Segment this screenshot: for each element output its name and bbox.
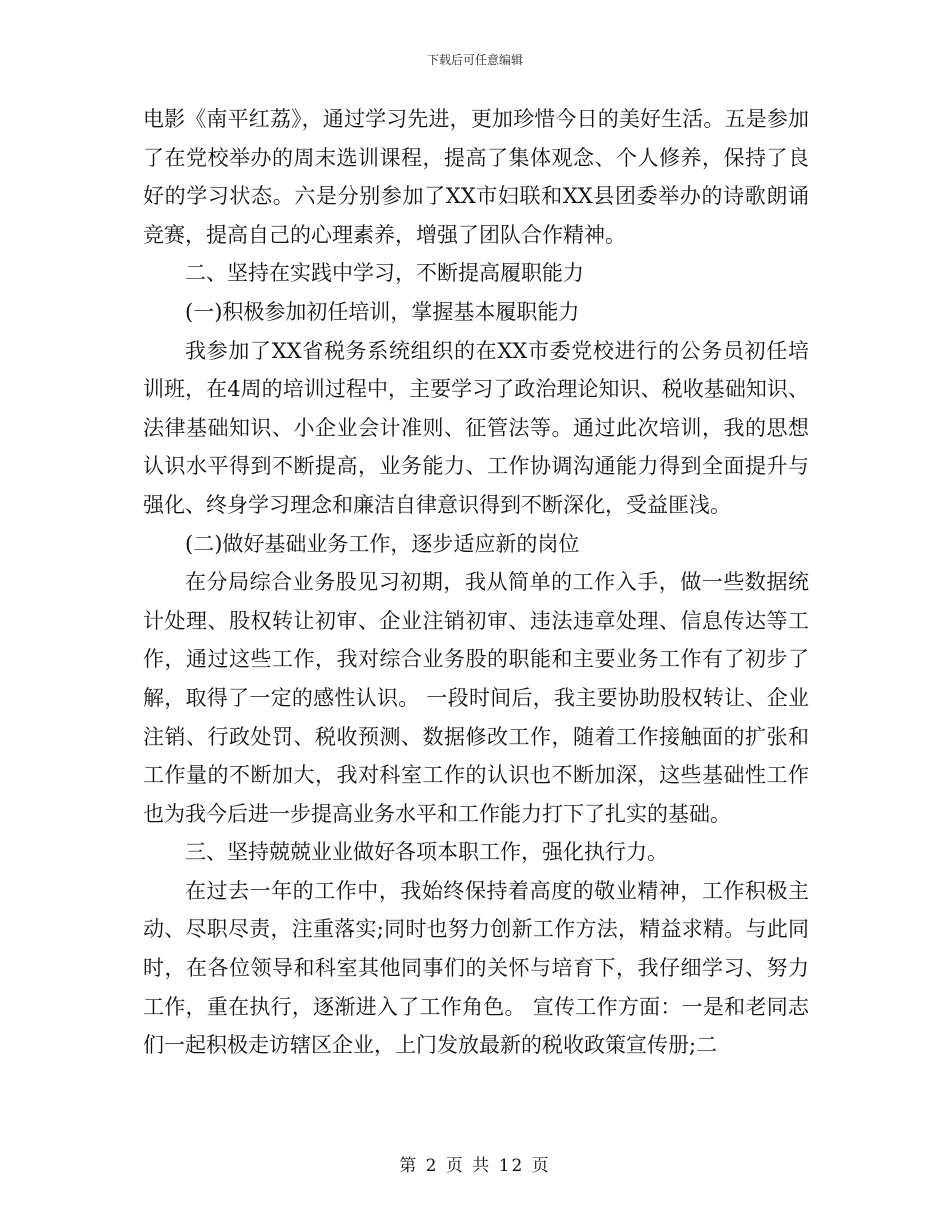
paragraph-execution: 在过去一年的工作中，我始终保持着高度的敬业精神，工作积极主动、尽职尽责，注重落实;同时也努力创新工作方法，精益求精。与此同时，在各位领导和科室其他同事们的关怀与培育下，我仔细学习、努力工作，重在执行，逐渐进入了工作角色。 宣传工作方面：一是和老同志们一起积极走访辖区企业，上门发放最新的税收政策宣传册;二 — [143, 878, 809, 1058]
paragraph-training: 我参加了XX省税务系统组织的在XX市委党校进行的公务员初任培训班，在4周的培训过程中，主要学习了政治理论知识、税收基础知识、法律基础知识、小企业会计准则、征管法等。通过此次培训，我的思想认识水平得到不断提高，业务能力、工作协调沟通能力得到全面提升与强化、终身学习理念和廉洁自律意识得到不断深化，受益匪浅。 — [143, 338, 809, 517]
page-number-footer: 第 2 页 共 12 页 — [399, 1156, 551, 1176]
section-heading-3: 三、坚持兢兢业业做好各项本职工作，强化执行力。 — [185, 840, 668, 865]
subsection-heading-1: (一)积极参加初任培训，掌握基本履职能力 — [185, 299, 580, 324]
paragraph-basic-work: 在分局综合业务股见习初期，我从简单的工作入手，做一些数据统计处理、股权转让初审、企业注销初审、违法违章处理、信息传达等工作，通过这些工作，我对综合业务股的职能和主要业务工作有了初步了解，取得了一定的感性认识。 一段时间后，我主要协助股权转让、企业注销、行政处罚、税收预测、数据修改工作，随着工作接触面的扩张和工作量的不断加大，我对科室工作的认识也不断加深，这些基础性工作也为我今后进一步提高业务水平和工作能力打下了扎实的基础。 — [143, 570, 809, 826]
subsection-heading-2: (二)做好基础业务工作，逐步适应新的岗位 — [185, 531, 580, 556]
paragraph-continued: 电影《南平红荔》，通过学习先进，更加珍惜今日的美好生活。五是参加了在党校举办的周末选训课程，提高了集体观念、个人修养，保持了良好的学习状态。六是分别参加了XX市妇联和XX县团委举办的诗歌朗诵竞赛，提高自己的心理素养，增强了团队合作精神。 — [143, 107, 809, 247]
document-body — [143, 100, 809, 1065]
page-header-note: 下载后可任意编辑 — [426, 53, 523, 67]
section-heading-2: 二、坚持在实践中学习，不断提高履职能力 — [185, 261, 584, 286]
